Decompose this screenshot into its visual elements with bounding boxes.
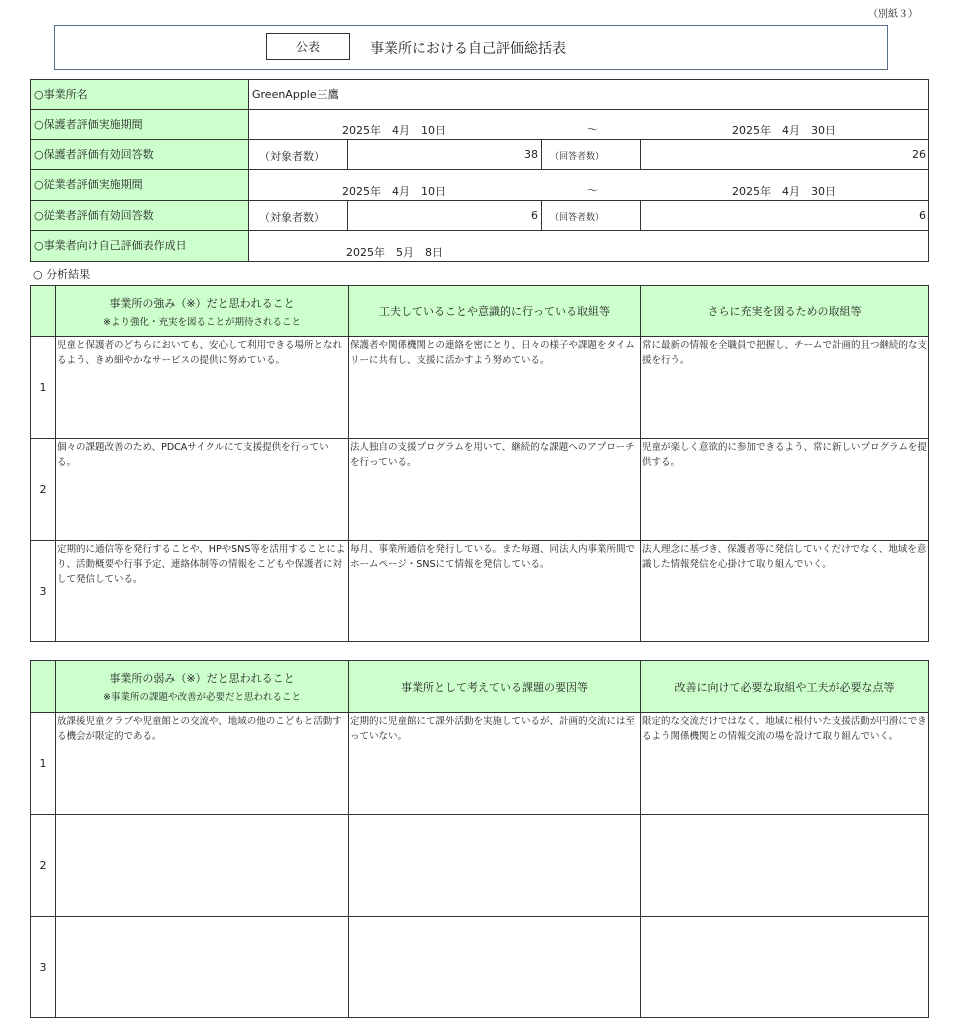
staff-target-count: 6 <box>347 200 542 231</box>
strengths-row1-col3: 常に最新の情報を全職員で把握し、チームで計画的且つ継続的な支援を行う。 <box>640 336 929 439</box>
staff-period-separator: ～ <box>587 184 598 197</box>
weaknesses-row1-col1: 放課後児童クラブや児童館との交流や、地域の他のこどもと活動する機会が限定的である。 <box>55 712 349 815</box>
weaknesses-row3-col2 <box>348 916 641 1018</box>
staff-responses-label: ○従業者評価有効回答数 <box>30 200 249 231</box>
guardian-period-separator: ～ <box>587 123 598 136</box>
weaknesses-row3-col1 <box>55 916 349 1018</box>
staff-period-cell <box>248 169 929 201</box>
staff-answer-count: 6 <box>640 200 929 231</box>
strengths-row1-number: 1 <box>30 336 56 439</box>
weaknesses-row3-number: 3 <box>30 916 56 1018</box>
weaknesses-header-col1-sub: ※事業所の課題や改善が必要だと思われること <box>103 692 301 703</box>
created-date-value: 2025年 5月 8日 <box>346 246 443 259</box>
weaknesses-header-col1 <box>55 660 349 713</box>
weaknesses-row1-number: 1 <box>30 712 56 815</box>
strengths-header-col1-sub: ※より強化・充実を図ることが期待されること <box>103 316 301 328</box>
guardian-period-end: 2025年 4月 30日 <box>732 124 836 137</box>
weaknesses-header-col1-main: 事業所の弱み（※）だと思われること <box>109 672 295 685</box>
strengths-row2-col3: 児童が楽しく意欲的に参加できるよう、常に新しいプログラムを提供する。 <box>640 438 929 541</box>
guardian-responses-label: ○保護者評価有効回答数 <box>30 139 249 170</box>
weaknesses-row2-col1 <box>55 814 349 917</box>
weaknesses-header-col2-main: 事業所として考えている課題の要因等 <box>401 680 588 694</box>
guardian-answer-count: 26 <box>640 139 929 170</box>
strengths-row3-col2: 毎月、事業所通信を発行している。また毎週、同法人内事業所間でホームページ・SNSにて情報を発信している。 <box>348 540 641 642</box>
strengths-header-col1-main: 事業所の強み（※）だと思われること <box>109 296 295 310</box>
strengths-row1-col1: 児童と保護者のどちらにおいても、安心して利用できる場所となれるよう、きめ細やかなサービスの提供に努めている。 <box>55 336 349 439</box>
guardian-period-label: ○保護者評価実施期間 <box>30 109 249 140</box>
strengths-row2-col2: 法人独自の支援プログラムを用いて、継続的な課題へのアプローチを行っている。 <box>348 438 641 541</box>
weaknesses-header-col2 <box>348 660 641 713</box>
guardian-answer-label: （回答者数） <box>541 139 641 170</box>
strengths-row3-col1: 定期的に通信等を発行することや、HPやSNS等を活用することにより、活動概要や行事予定、連絡体制等の情報をこどもや保護者に対して発信している。 <box>55 540 349 642</box>
guardian-target-count: 38 <box>347 139 542 170</box>
strengths-header-col2-main: 工夫していることや意識的に行っている取組等 <box>379 305 610 318</box>
staff-answer-label: （回答者数） <box>541 200 641 231</box>
strengths-header-col1 <box>55 285 349 337</box>
guardian-period-cell <box>248 109 929 140</box>
office-name-label: ○事業所名 <box>30 79 249 110</box>
strengths-row3-number: 3 <box>30 540 56 642</box>
strengths-row3-col3: 法人理念に基づき、保護者等に発信していくだけでなく、地域を意識した情報発信を心掛けて取り組んでいく。 <box>640 540 929 642</box>
strengths-row2-number: 2 <box>30 438 56 541</box>
strengths-header-col3-main: さらに充実を図るための取組等 <box>707 305 862 318</box>
weaknesses-row1-col2: 定期的に児童館にて課外活動を実施しているが、計画的交流には至っていない。 <box>348 712 641 815</box>
created-date-label: ○事業者向け自己評価表作成日 <box>30 230 249 262</box>
weaknesses-row2-col2 <box>348 814 641 917</box>
weaknesses-row1-col3: 限定的な交流だけではなく、地域に根付いた支援活動が円滑にできるよう関係機関との情報交流の場を設けて取り組んでいく。 <box>640 712 929 815</box>
staff-target-label: （対象者数） <box>248 200 348 231</box>
weaknesses-header-col3-main: 改善に向けて必要な取組や工夫が必要な点等 <box>674 680 895 694</box>
staff-period-label: ○従業者評価実施期間 <box>30 169 249 201</box>
attachment-label: （別紙３） <box>868 9 918 20</box>
public-tag: 公表 <box>266 33 350 60</box>
weaknesses-row2-number: 2 <box>30 814 56 917</box>
strengths-row2-col1: 個々の課題改善のため、PDCAサイクルにて支援提供を行っている。 <box>55 438 349 541</box>
weaknesses-header-corner <box>30 660 56 713</box>
page-title: 事業所における自己評価総括表 <box>370 41 566 57</box>
strengths-header-col2 <box>348 285 641 337</box>
strengths-header-col3 <box>640 285 929 337</box>
analysis-results-label: ○ 分析結果 <box>33 268 91 281</box>
guardian-period-start: 2025年 4月 10日 <box>342 124 446 137</box>
office-name-value: GreenApple三鷹 <box>248 79 929 110</box>
strengths-header-corner <box>30 285 56 337</box>
title-box <box>54 25 888 70</box>
weaknesses-row2-col3 <box>640 814 929 917</box>
weaknesses-row3-col3 <box>640 916 929 1018</box>
weaknesses-header-col3 <box>640 660 929 713</box>
staff-period-end: 2025年 4月 30日 <box>732 185 836 198</box>
staff-period-start: 2025年 4月 10日 <box>342 185 446 198</box>
guardian-target-label: （対象者数） <box>248 139 348 170</box>
strengths-row1-col2: 保護者や関係機関との連絡を密にとり、日々の様子や課題をタイムリーに共有し、支援に活かすよう努めている。 <box>348 336 641 439</box>
created-date-cell <box>248 230 929 262</box>
